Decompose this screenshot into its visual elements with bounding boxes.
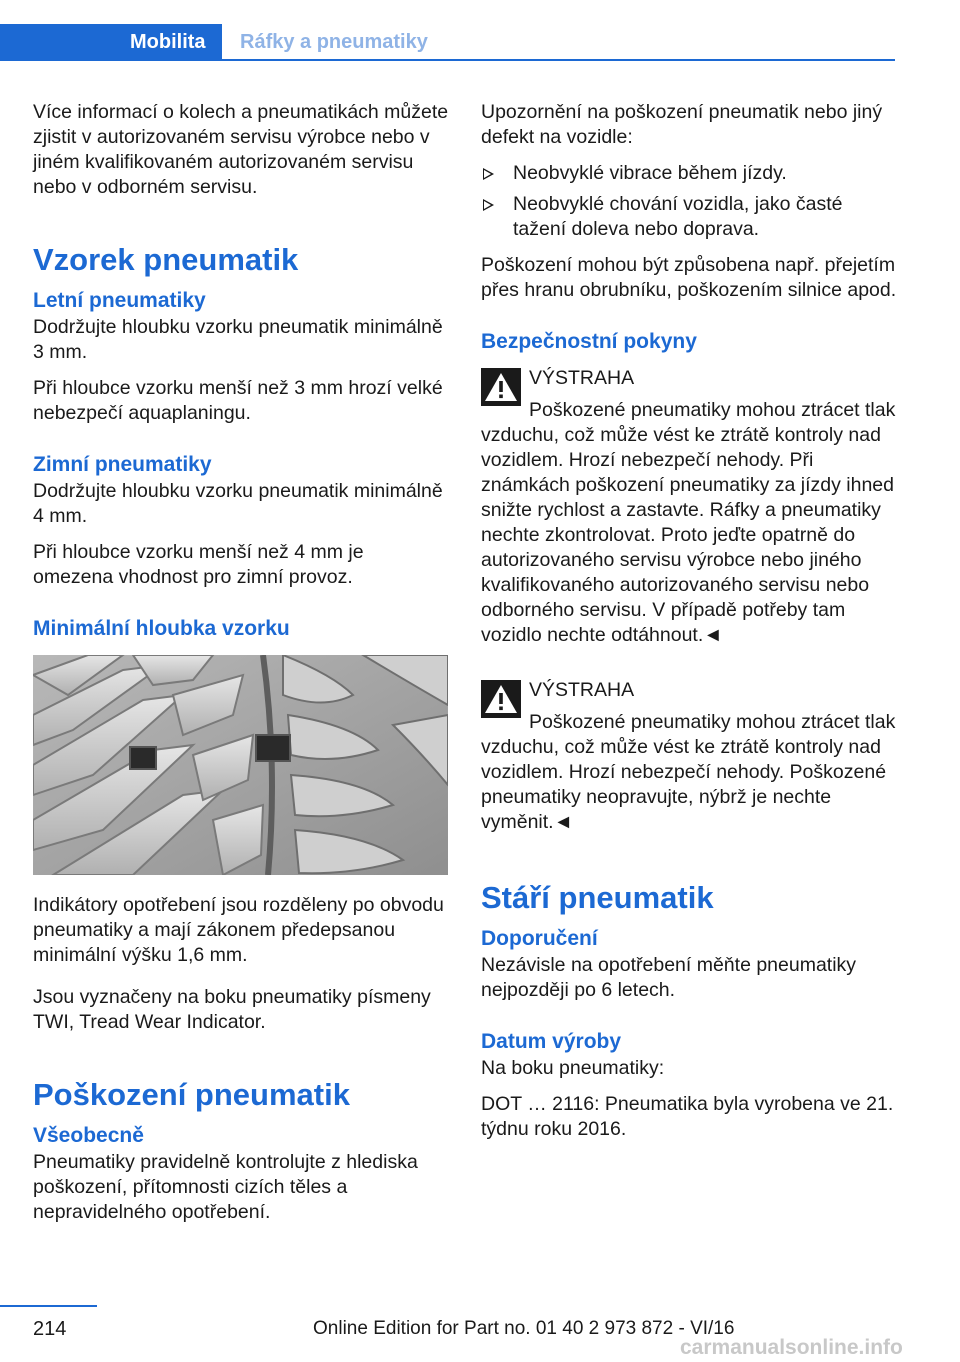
right-column xyxy=(481,100,897,1153)
section-tab[interactable]: Mobilita xyxy=(0,24,222,61)
warning-title: VÝSTRAHA xyxy=(529,679,635,701)
heading-age: Stáří pneumatik xyxy=(481,880,714,915)
wear-indicator-left xyxy=(130,747,156,769)
warning-intro-paragraph: Upozornění na poškození pneumatik nebo jiný defekt na vozidle: xyxy=(481,101,883,148)
tread-wear-indicator-image xyxy=(33,655,448,875)
recommendation-paragraph: Nezávisle na opotřebení měňte pneumatiky nejpozději po 6 letech. xyxy=(481,954,857,1001)
list-item: Neobvyklé vibrace během jízdy. xyxy=(481,161,897,186)
warning-title: VÝSTRAHA xyxy=(529,367,635,389)
minimum-paragraph-1: Indikátory opotřebení jsou rozděleny po obvodu pneumatiky a mají zákonem předepsanou minimální výšku 1,6 mm. xyxy=(33,894,444,966)
warning-text: Poškozené pneumatiky mohou ztrácet tlak vzduchu, což může vést ke ztrátě kontroly nad vozidlem. Hrozí nebezpečí nehody. Při známkách poškození pneumatiky za jízdy ihned snižte rychlost a zastavte. Ráfky a pneumatiky nechte zkontrolovat. Proto jeďte opatrně do autorizovaného servisu výrobce nebo jiného kvalifikovaného autorizovaného servisu nebo odborného servisu. V případě potřeby tam vozidlo nechte odtáhnout.◄ xyxy=(481,399,896,646)
header-rule xyxy=(222,59,895,61)
warning-box-1 xyxy=(481,364,897,648)
triangle-bullet-icon xyxy=(483,199,494,211)
list-item: Neobvyklé chování vozidla, jako časté tažení doleva nebo doprava. xyxy=(481,192,897,242)
edition-info: Online Edition for Part no. 01 40 2 973 872 - VI/16 xyxy=(313,1318,735,1339)
page-header xyxy=(0,24,895,61)
subsection-tab[interactable]: Ráfky a pneumatiky xyxy=(240,31,428,53)
cause-paragraph: Poškození mohou být způsobena např. přejetím přes hranu obrubníku, poškozením silnice apod. xyxy=(481,254,897,301)
minimum-paragraph-2: Jsou vyznačeny na boku pneumatiky písmeny TWI, Tread Wear Indicator. xyxy=(33,986,431,1033)
intro-paragraph: Více informací o kolech a pneumatikách můžete zjistit v autorizovaném servisu výrobce nebo v jiném kvalifikovaném autorizovaném servisu nebo v odborném servisu. xyxy=(33,101,449,198)
heading-minimum-depth: Minimální hloubka vzorku xyxy=(33,617,290,640)
wear-indicator-right xyxy=(256,735,290,761)
manufacture-paragraph-2: DOT … 2116: Pneumatika byla vyrobena ve 21. týdnu roku 2016. xyxy=(481,1093,894,1140)
heading-summer-tires: Letní pneumatiky xyxy=(33,289,206,312)
heading-winter-tires: Zimní pneumatiky xyxy=(33,453,212,476)
watermark: carmanualsonline.info xyxy=(680,1336,903,1359)
heading-damage: Poškození pneumatik xyxy=(33,1077,350,1112)
warning-box-2 xyxy=(481,676,897,835)
footer-rule xyxy=(0,1305,97,1307)
general-paragraph-1: Pneumatiky pravidelně kontrolujte z hlediska poškození, přítomnosti cizích těles a nepravidelného opotřebení. xyxy=(33,1151,418,1223)
warning-triangle-icon xyxy=(481,368,521,406)
page-number: 214 xyxy=(33,1318,67,1340)
manufacture-paragraph-1: Na boku pneumatiky: xyxy=(481,1057,665,1079)
heading-recommendation: Doporučení xyxy=(481,927,598,950)
heading-safety: Bezpečnostní pokyny xyxy=(481,330,697,353)
summer-paragraph-2: Při hloubce vzorku menší než 3 mm hrozí velké nebezpečí aquaplaningu. xyxy=(33,377,443,424)
warning-text: Poškozené pneumatiky mohou ztrácet tlak vzduchu, což může vést ke ztrátě kontroly nad vozidlem. Hrozí nebezpečí nehody. Poškozené pneumatiky neopravujte, nýbrž je nechte vyměnit.◄ xyxy=(481,711,896,833)
left-column xyxy=(33,100,449,1236)
winter-paragraph-2: Při hloubce vzorku menší než 4 mm je omezena vhodnost pro zimní provoz. xyxy=(33,541,364,588)
symptom-list xyxy=(481,161,897,242)
heading-tread: Vzorek pneumatik xyxy=(33,242,299,277)
warning-triangle-icon xyxy=(481,680,521,718)
heading-manufacture-date: Datum výroby xyxy=(481,1030,622,1053)
winter-paragraph-1: Dodržujte hloubku vzorku pneumatik minimálně 4 mm. xyxy=(33,480,443,527)
heading-general: Všeobecně xyxy=(33,1124,144,1147)
tire-tread-illustration xyxy=(33,655,448,875)
summer-paragraph-1: Dodržujte hloubku vzorku pneumatik minimálně 3 mm. xyxy=(33,316,443,363)
triangle-bullet-icon xyxy=(483,168,494,180)
